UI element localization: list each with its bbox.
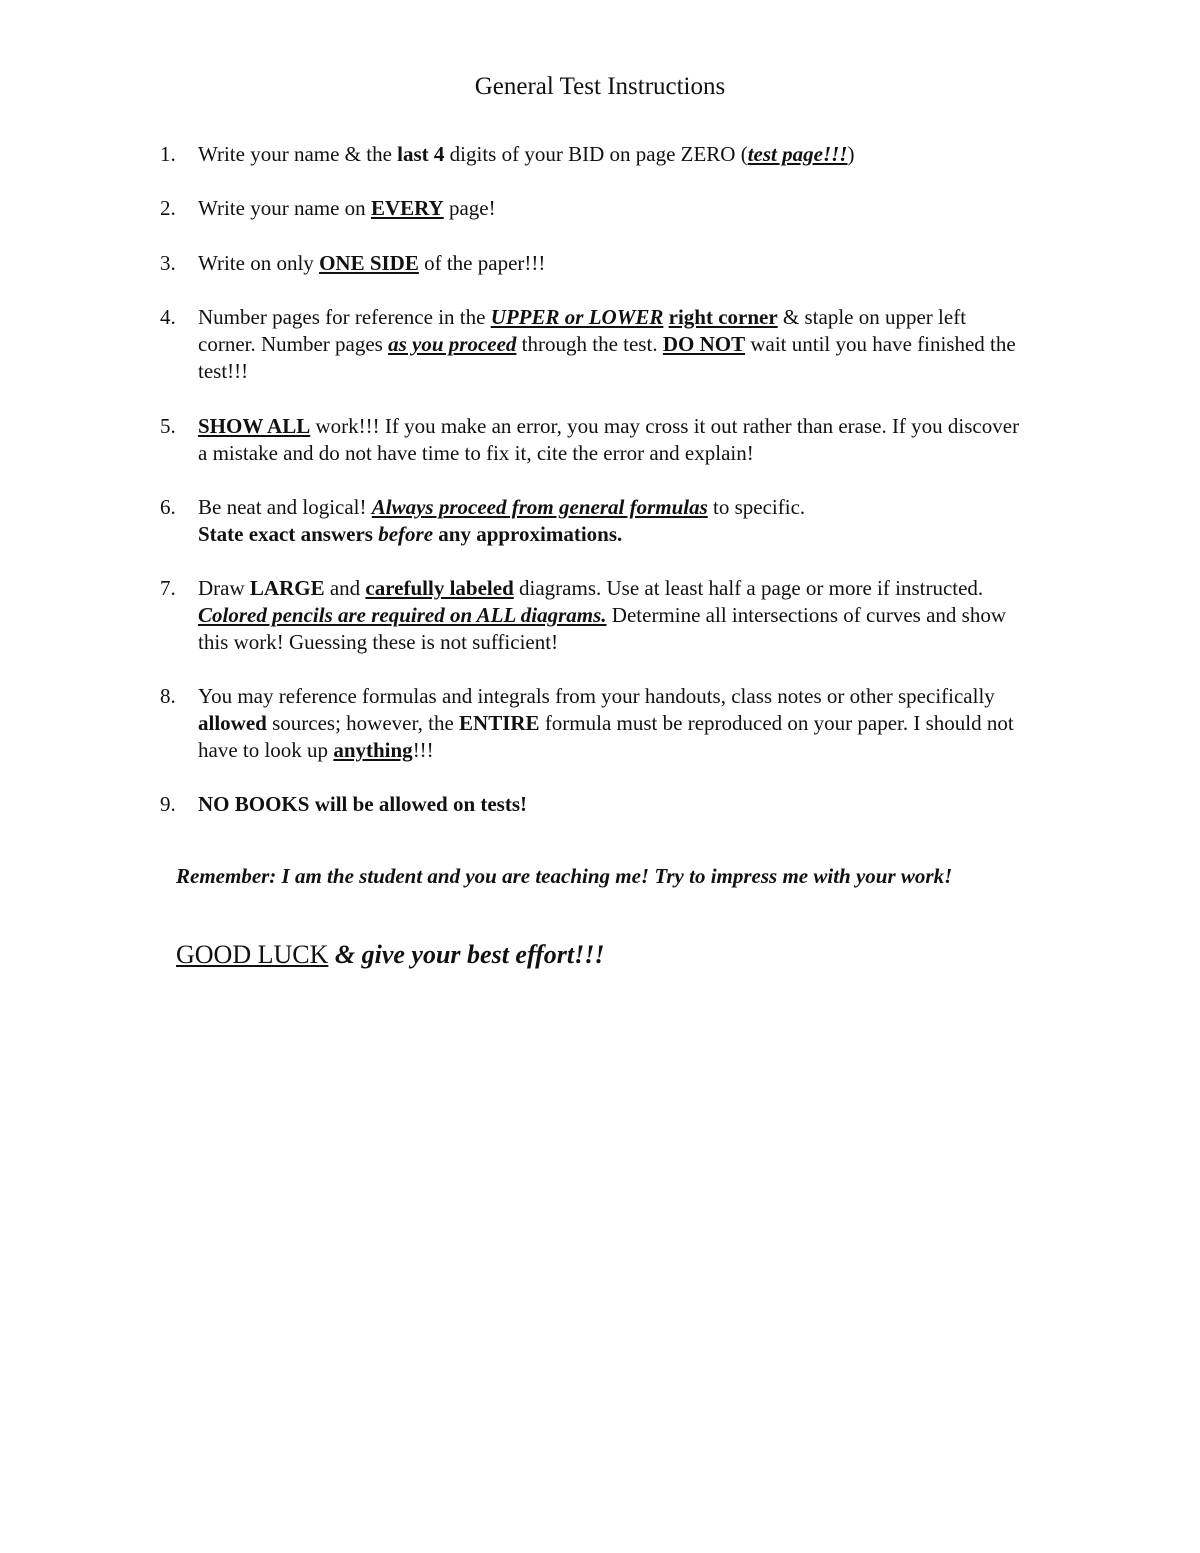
bold-text: State exact answers — [198, 522, 379, 546]
text-run: Determine all intersections of curves and show this work! Guessing these is not sufficient! — [198, 603, 1007, 654]
emphasis-text: carefully labeled — [365, 576, 514, 600]
item-number: 8. — [160, 684, 176, 708]
text-run: Be neat and logical! — [198, 495, 372, 519]
text-run: work!!! If you make an error, you may cross it out rather than erase. If you discover a mistake and do not have time to fix it, cite the error and explain! — [198, 414, 1020, 465]
page-title: General Test Instructions — [474, 73, 726, 100]
item-text — [198, 683, 1028, 764]
item-text — [198, 141, 1028, 168]
text-run: and — [324, 576, 366, 600]
text-run: to specific. — [707, 495, 806, 519]
item-text — [198, 494, 1028, 548]
text-run: & staple on upper left corner. Number pages — [198, 305, 967, 356]
emphasis-text: DO NOT — [662, 332, 746, 356]
bold-text: last 4 — [397, 142, 445, 166]
emphasis-text: right corner — [668, 305, 778, 329]
text-run: through the test. — [516, 332, 663, 356]
emphasis-text: test page!!! — [747, 142, 848, 166]
emphasis-text: Always proceed from general formulas — [371, 495, 708, 519]
text-run: Draw — [198, 576, 250, 600]
emphasis-text: as you proceed — [388, 332, 517, 356]
emphasis-text: EVERY — [370, 196, 444, 220]
item-number: 5. — [160, 414, 176, 438]
item-text — [198, 791, 1028, 818]
text-run: diagrams. Use at least half a page or more if instructed. — [513, 576, 984, 600]
emphasis-text: SHOW ALL — [198, 414, 311, 438]
text-run: Number pages for reference in the — [198, 305, 491, 329]
emphasis-text: anything — [333, 738, 413, 762]
text-run: wait until you have finished the test!!! — [198, 332, 1016, 383]
text-run: page! — [443, 196, 496, 220]
bold-text: allowed — [198, 711, 267, 735]
item-number: 9. — [160, 792, 176, 816]
text-run: sources; however, the — [266, 711, 460, 735]
remember-note: Remember: I am the student and you are teaching me! Try to impress me with your work! — [176, 864, 953, 888]
text-run: You may reference formulas and integrals from your handouts, class notes or other specifically — [198, 684, 995, 708]
bold-text: ENTIRE — [459, 711, 540, 735]
item-number: 2. — [160, 196, 176, 220]
item-number: 4. — [160, 305, 176, 329]
emphasis-text: ONE SIDE — [319, 251, 419, 275]
text-run: of the paper!!! — [418, 251, 546, 275]
item-number: 6. — [160, 495, 176, 519]
text-run: formula must be reproduced on your paper. I should not have to look up — [198, 711, 1014, 762]
good-luck-line — [176, 938, 1016, 972]
emphasis-text: UPPER or LOWER — [490, 305, 664, 329]
item-text — [198, 413, 1028, 467]
item-number: 1. — [160, 142, 176, 166]
good-luck-heading: GOOD LUCK — [176, 940, 329, 969]
good-luck-message: & give your best effort!!! — [328, 940, 605, 969]
item-number: 3. — [160, 251, 176, 275]
text-run: Write your name & the — [198, 142, 398, 166]
bold-italic-text: before — [378, 522, 434, 546]
item-text — [198, 250, 1028, 277]
text-run: Write on only — [198, 251, 320, 275]
text-run: !!! — [412, 738, 434, 762]
item-text — [198, 304, 1028, 385]
bold-text: NO BOOKS will be allowed on tests! — [198, 792, 528, 816]
text-run: Write your name on — [198, 196, 371, 220]
bold-text: LARGE — [249, 576, 325, 600]
text-run: digits of your BID on page ZERO ( — [444, 142, 748, 166]
emphasis-text: Colored pencils are required on ALL diagrams. — [198, 603, 607, 627]
item-text — [198, 575, 1028, 656]
item-number: 7. — [160, 576, 176, 600]
item-text — [198, 195, 1028, 222]
bold-text: any approximations. — [433, 522, 623, 546]
text-run: ) — [847, 142, 855, 166]
